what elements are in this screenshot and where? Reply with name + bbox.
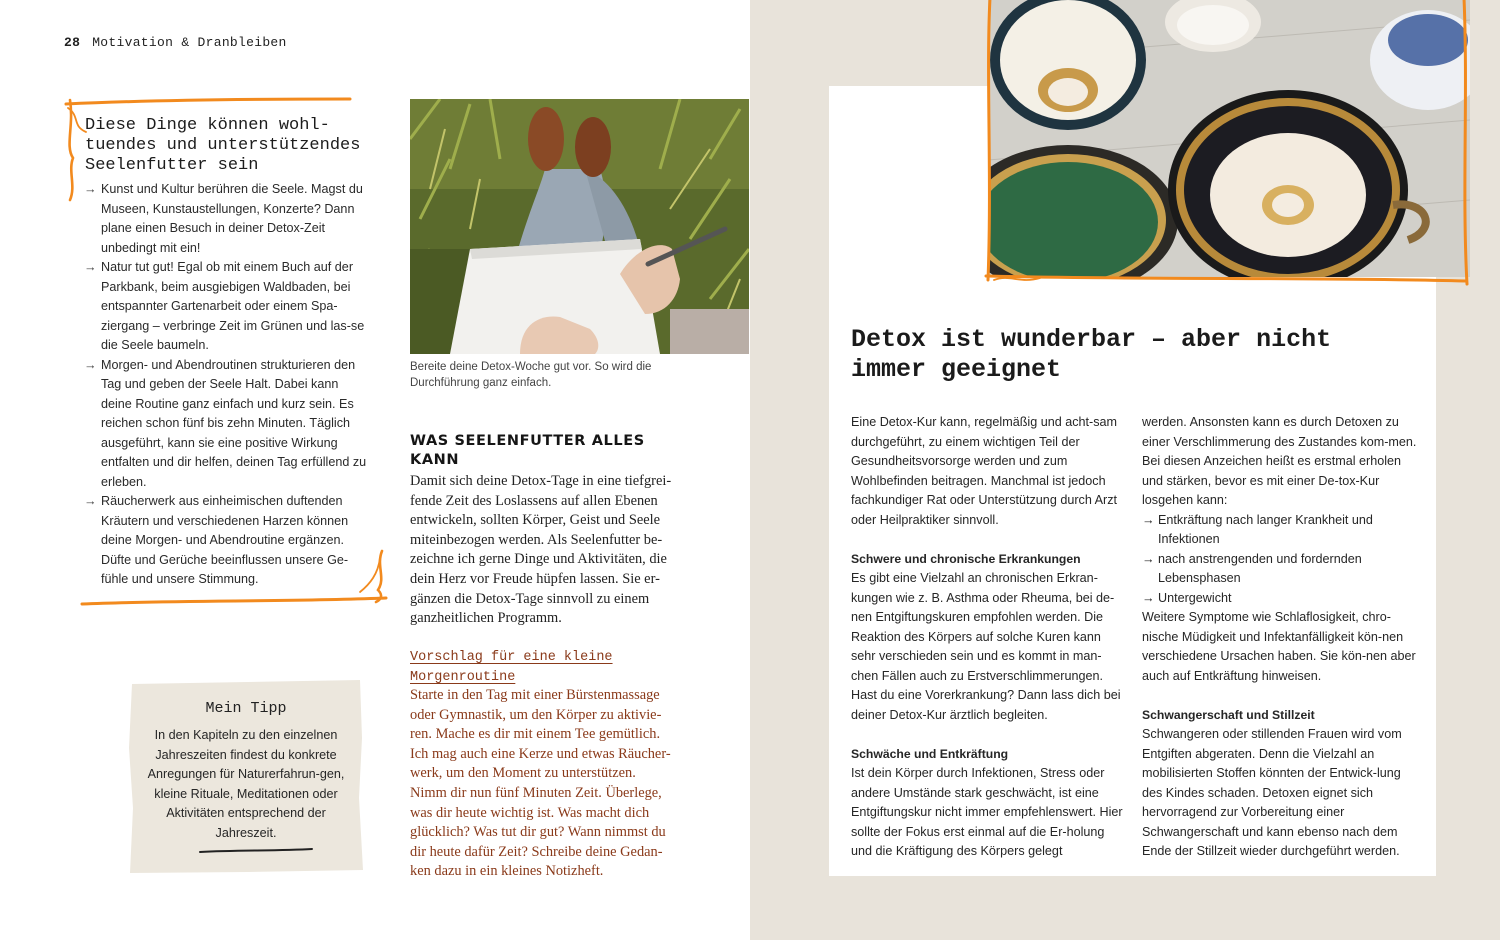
- paragraph: werden. Ansonsten kann es durch Detoxen zu einer Verschlimmerung des Zustandes kom-men. Bei diesen Anzeichen heißt es erstmal erholen und stärken, bevor es mit einer De-tox-Kur losgehen kann:: [1142, 415, 1417, 507]
- text-column-left: [851, 413, 1126, 862]
- orange-frame-icon: [980, 0, 1472, 286]
- tip-text: In den Kapiteln zu den einzelnen Jahreszeiten findest du konkrete Anregungen für Naturerfahrun-gen, kleine Rituale, Meditationen oder Aktivitäten entsprechend der Jahreszeit.: [147, 728, 345, 840]
- paragraph: Schwangeren oder stillenden Frauen wird vom Entgiften abgeraten. Denn die Vielzahl an mobilisierten Stoffen könnten der Entwick-lung des Kindes schaden. Detoxen eignet sich hervorragend zur Vorbereitung einer Schwangerschaft und kann ebenso nach dem Ende der Stillzeit wieder durchgeführt werden.: [1142, 727, 1402, 858]
- arrow-right-icon: →: [84, 260, 97, 274]
- list-item: [1142, 589, 1422, 609]
- notebook-photo: [410, 99, 749, 354]
- list-item: [84, 258, 370, 356]
- tip-title: Mein Tipp: [205, 700, 287, 717]
- tip-box: [128, 678, 364, 874]
- page-number: 28: [64, 35, 81, 50]
- headline: Detox ist wunderbar – aber nicht immer geeignet: [851, 325, 1332, 384]
- arrow-right-icon: →: [84, 182, 97, 196]
- notebook-photo-illustration: [410, 99, 749, 354]
- infobox-list: [84, 180, 370, 590]
- subheading: Schwangerschaft und Stillzeit: [1142, 707, 1315, 722]
- arrow-right-icon: →: [1142, 590, 1155, 605]
- list-item-text: Räucherwerk aus einheimischen duftenden Kräutern und verschiedenen Harzen können deine Morgen- und Abendroutine ergänzen. Düfte und Gerüche beeinflussen unsere Ge-fühle und unsere Stimmung.: [101, 494, 349, 586]
- list-item: [84, 492, 370, 590]
- list-item: [84, 180, 370, 258]
- infobox-title: Diese Dinge können wohl-tuendes und unterstützendes Seelenfutter sein: [85, 116, 361, 175]
- running-title: Motivation & Dranbleiben: [92, 35, 287, 50]
- list-item: [84, 356, 370, 493]
- paragraph: Ist dein Körper durch Infektionen, Stress oder andere Umstände stark geschwächt, ist eine Entgiftungskur nicht immer empfehlenswert. Hier sollte der Fokus erst einmal auf die Er-holung und die Kräftigung des Körpers gelegt: [851, 766, 1123, 858]
- list-item-text: Kunst und Kultur berühren die Seele. Magst du Museen, Kunstaustellungen, Konzerte? Dann plane einen Besuch in deiner Detox-Zeit unbedingt mit ein!: [101, 182, 363, 255]
- paragraph: Es gibt eine Vielzahl an chronischen Erkran-kungen wie z. B. Asthma oder Rheuma, bei de-nen Entgiftungskuren empfohlen werden. Die Reaktion des Körpers auf solche Kuren kann sehr verschieden sein und es kommt in man-chen Fällen auch zu Erstverschlimmerungen. Hast du eine Vorerkrankung? Dann lass dich bei deiner Detox-Kur ärztlich begleiten.: [851, 571, 1121, 722]
- list-item-text: Natur tut gut! Egal ob mit einem Buch auf der Parkbank, beim ausgiebigen Waldbaden, bei entspannter Gartenarbeit oder einem Spa-ziergang – verbringe Zeit im Grünen und las-se die Seele baumeln.: [101, 260, 365, 352]
- section-heading: WAS SEELENFUTTER ALLES KANN: [410, 433, 645, 468]
- subheading: Schwere und chronische Erkrankungen: [851, 551, 1081, 566]
- arrow-right-icon: →: [1142, 551, 1155, 566]
- list-item-text: Untergewicht: [1158, 590, 1232, 605]
- list-item-text: Entkräftung nach langer Krankheit und Infektionen: [1158, 512, 1373, 546]
- list-item: [1142, 511, 1422, 550]
- running-head: [64, 35, 287, 50]
- text-column-right: [1142, 413, 1422, 862]
- right-page: [750, 0, 1500, 940]
- subheading: Schwäche und Entkräftung: [851, 746, 1009, 761]
- symptom-list: [1142, 511, 1422, 609]
- intro-paragraph: Eine Detox-Kur kann, regelmäßig und acht-sam durchgeführt, zu einem wichtigen Teil der Gesundheitsvorsorge werden und zum Wohlbefinden beitragen. Manchmal ist jedoch fachkundiger Rat oder Unterstützung durch Arzt oder Heilpraktiker sinnvoll.: [851, 415, 1118, 527]
- section-text: Damit sich deine Detox-Tage in eine tiefgrei-fende Zeit des Loslassens auf allen Ebenen entwickeln, sollten Körper, Geist und Seele miteinbezogen werden. Als Seelenfutter be-zeichne ich gerne Dinge und Aktivitäten, die dein Herz vor Freude hüpfen lassen. Sie er-gänzen die Detox-Tage sinnvoll zu einem ganzheitlichen Programm.: [410, 473, 672, 627]
- arrow-right-icon: →: [1142, 512, 1155, 527]
- routine-title: Vorschlag für eine kleine Morgenroutine: [410, 650, 613, 685]
- paragraph: Weitere Symptome wie Schlaflosigkeit, chro-nische Müdigkeit und Infektanfälligkeit kön-nen verschiedene Ursachen haben. Sie kön-nen aber auch auf Entkräftung hinweisen.: [1142, 610, 1416, 683]
- seelenfutter-infobox: [60, 96, 390, 608]
- list-item-text: nach anstrengenden und fordernden Lebensphasen: [1158, 551, 1362, 585]
- arrow-right-icon: →: [84, 357, 97, 372]
- photo-caption: Bereite deine Detox-Woche gut vor. So wird die Durchführung ganz einfach.: [410, 361, 652, 389]
- list-item: [1142, 550, 1422, 589]
- arrow-right-icon: →: [84, 494, 97, 508]
- list-item-text: Morgen- und Abendroutinen strukturieren den Tag und geben der Seele Halt. Dabei kann deine Routine ganz einfach und kurz sein. Es reichen schon fünf bis zehn Minuten. Täglich ausgeführt, kann sie eine positive Wirkung entfalten und dir helfen, deinen Tag erfüllend zu erleben.: [101, 357, 367, 489]
- routine-text: Starte in den Tag mit einer Bürstenmassage oder Gymnastik, um den Körper zu aktivie-ren. Mache es dir mit einem Tee gemütlich. Ich mag auch eine Kerze und etwas Räucher-werk, um den Moment zu unterstützen. Nimm dir nun fünf Minuten Zeit. Überlege, was dir heute wichtig ist. Was macht dich glücklich? Was tut dir gut? Wann nimmst du dir heute dafür Zeit? Schreibe deine Gedan-ken dazu in ein kleines Notizheft.: [410, 687, 671, 880]
